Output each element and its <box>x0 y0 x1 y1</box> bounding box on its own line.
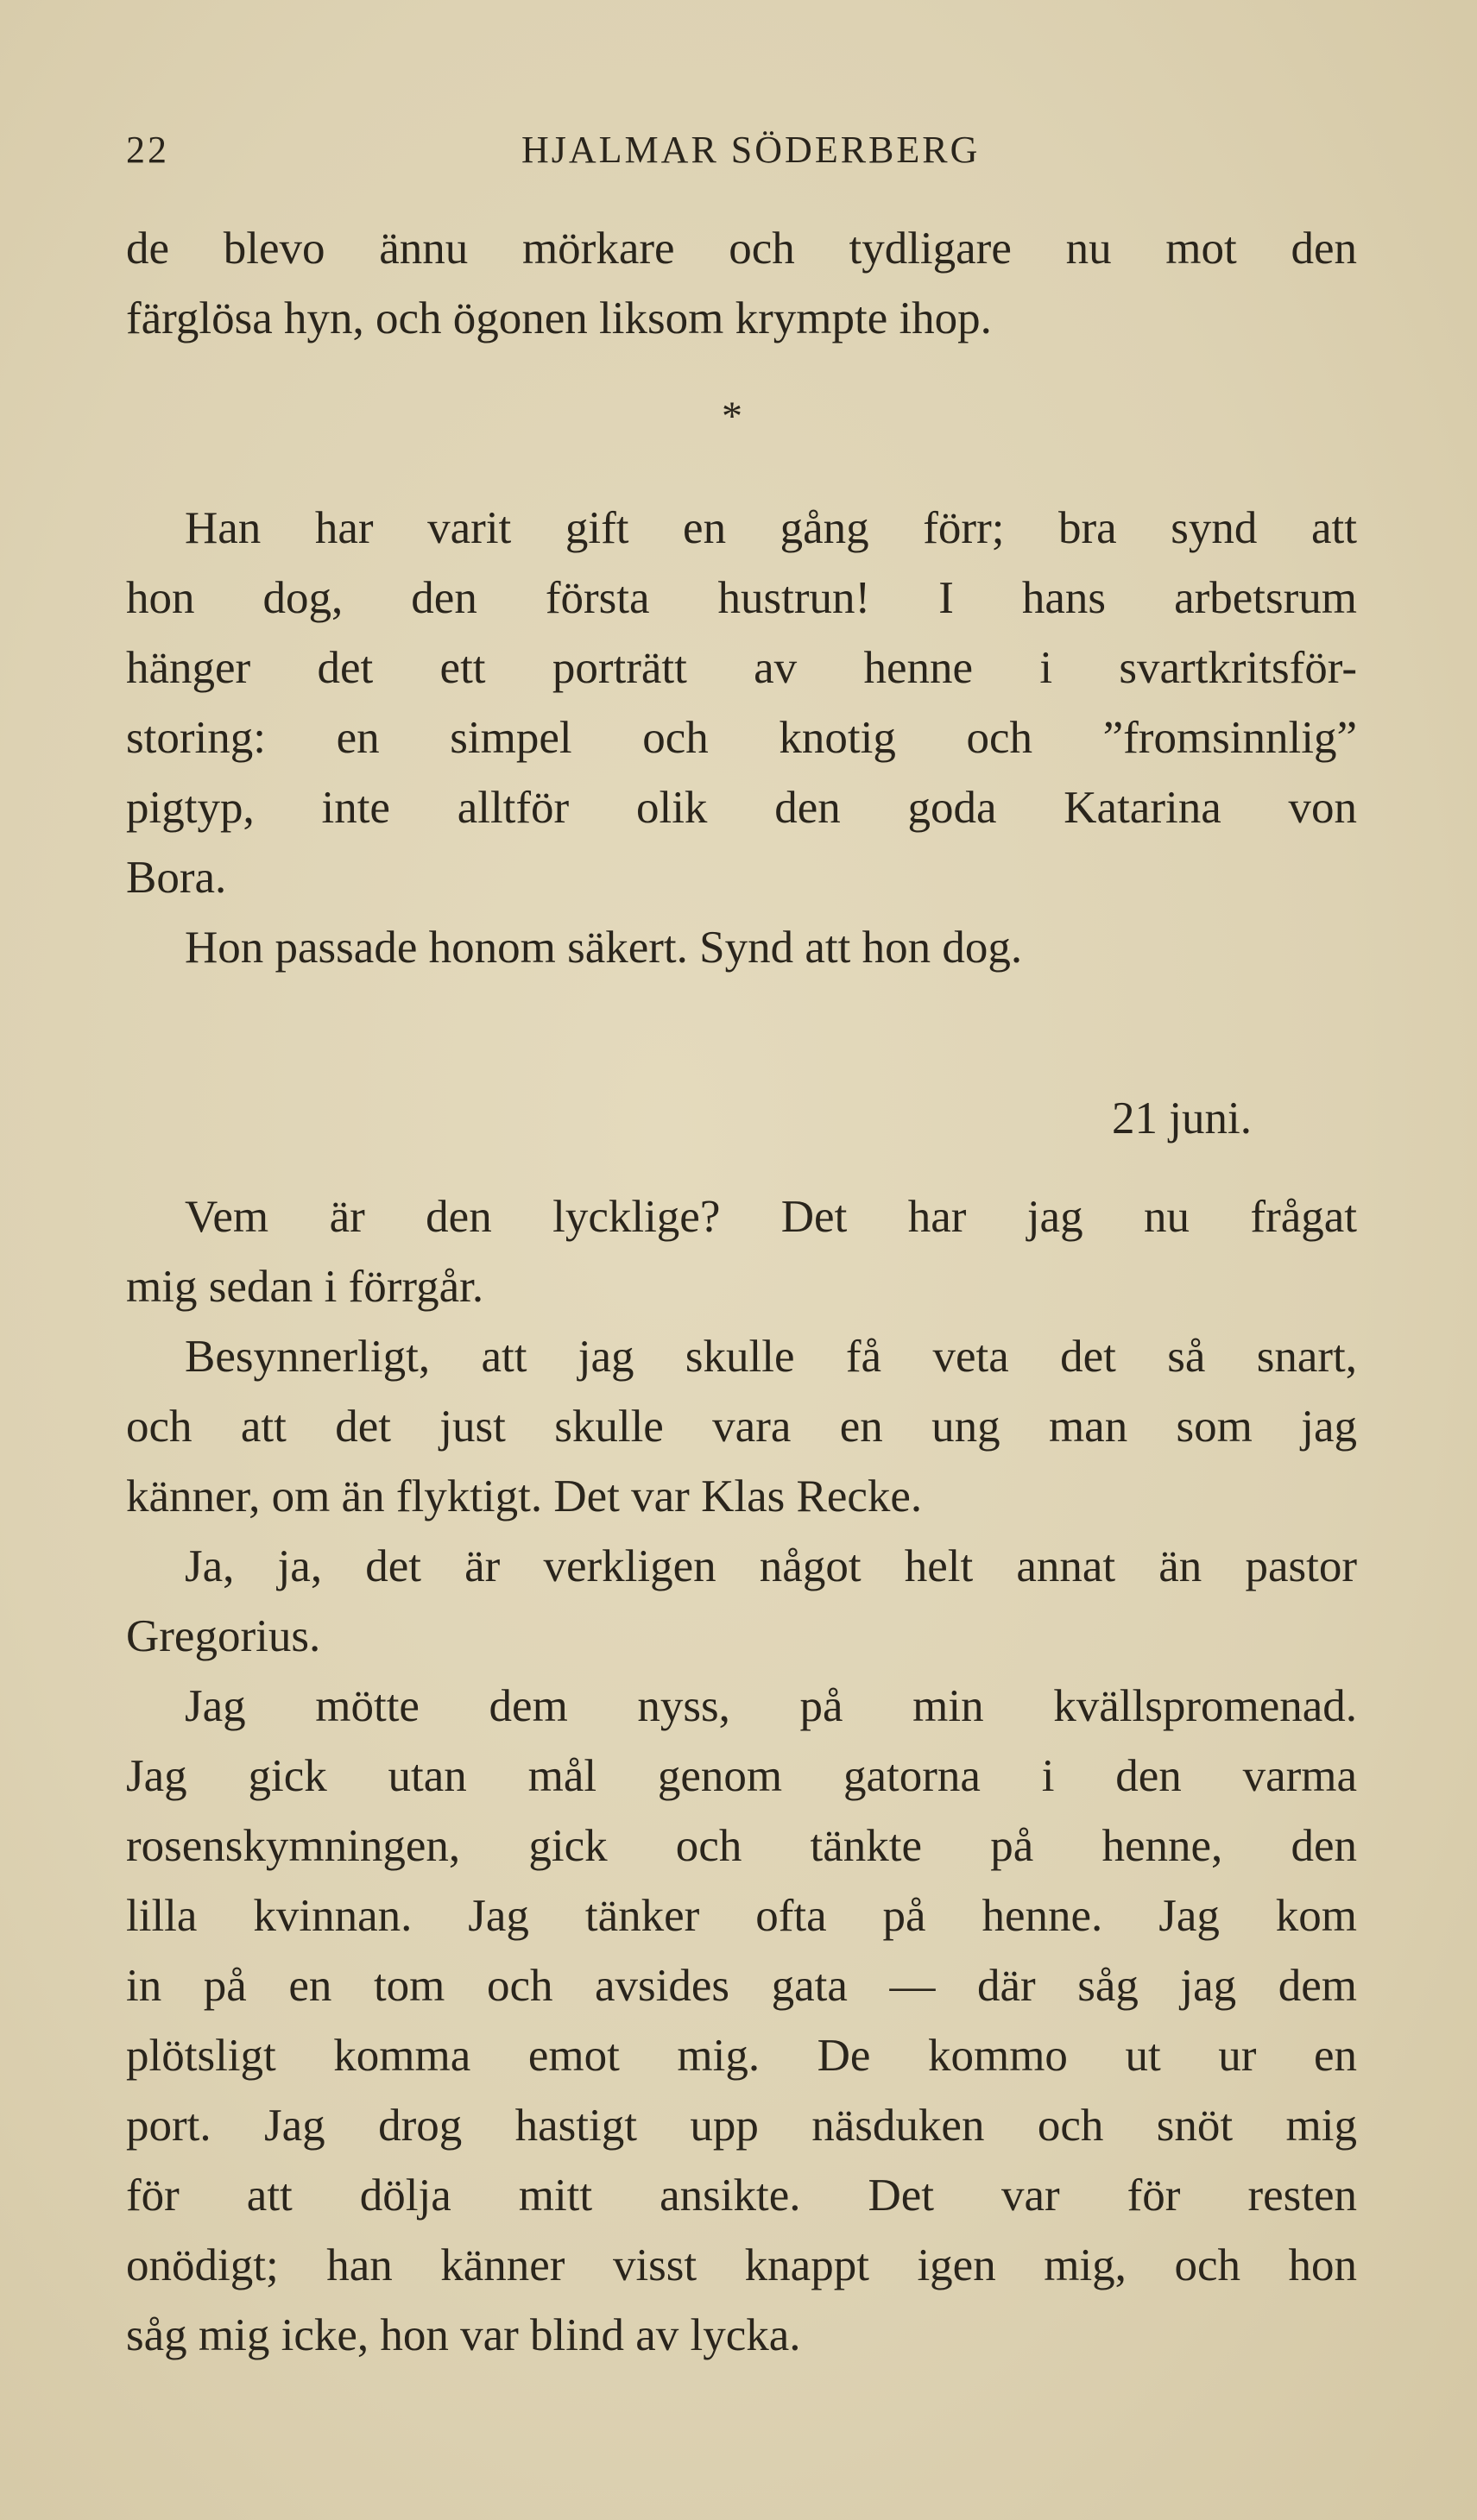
paragraph <box>126 1322 1357 1532</box>
text-line: Jag mötte dem nyss, på min kvällspromenad. <box>185 1681 1357 1731</box>
text-line: de blevo ännu mörkare och tydligare nu mot den <box>126 224 1357 274</box>
text-line: plötsligt komma emot mig. De kommo ut ur en <box>126 2031 1357 2081</box>
text-line: Gregorius. <box>126 1611 321 1661</box>
paragraph <box>126 214 1357 354</box>
text-line: Hon passade honom säkert. Synd att hon dog. <box>185 923 1023 973</box>
paragraph <box>126 1532 1357 1672</box>
text-line: hon dog, den första hustrun! I hans arbetsrum <box>126 573 1357 623</box>
text-line: pigtyp, inte alltför olik den goda Katarina von <box>126 783 1357 833</box>
diary-entry-text <box>126 1182 1357 2371</box>
text-line: port. Jag drog hastigt upp näsduken och snöt mig <box>126 2101 1357 2151</box>
section-separator: * <box>722 394 742 439</box>
running-head-title: HJALMAR SÖDERBERG <box>521 129 981 171</box>
text-line: såg mig icke, hon var blind av lycka. <box>126 2310 801 2360</box>
text-line: Han har varit gift en gång förr; bra synd att <box>185 503 1357 553</box>
text-line: rosenskymningen, gick och tänkte på henne, den <box>126 1821 1357 1871</box>
page-number: 22 <box>126 129 169 171</box>
text-line: Jag gick utan mål genom gatorna i den varma <box>126 1751 1357 1801</box>
section-1-text <box>126 214 1357 354</box>
text-line: färglösa hyn, och ögonen liksom krympte ihop. <box>126 293 992 343</box>
text-line: hänger det ett porträtt av henne i svartkritsför- <box>126 643 1357 693</box>
paragraph <box>126 1182 1357 1322</box>
text-line: Vem är den lycklige? Det har jag nu frågat <box>185 1192 1357 1242</box>
paragraph <box>126 913 1357 983</box>
paragraph <box>126 494 1357 913</box>
paragraph <box>126 1672 1357 2371</box>
text-line: för att dölja mitt ansikte. Det var för resten <box>126 2170 1357 2221</box>
text-line: och att det just skulle vara en ung man som jag <box>126 1402 1357 1452</box>
diary-date-heading: 21 juni. <box>1112 1093 1252 1143</box>
text-line: onödigt; han känner visst knappt igen mig, och hon <box>126 2240 1357 2290</box>
text-line: mig sedan i förrgår. <box>126 1262 484 1312</box>
text-line: känner, om än flyktigt. Det var Klas Recke. <box>126 1471 923 1521</box>
text-line: lilla kvinnan. Jag tänker ofta på henne. Jag kom <box>126 1891 1357 1941</box>
section-2-text <box>126 494 1357 983</box>
text-line: Bora. <box>126 853 227 903</box>
text-line: Besynnerligt, att jag skulle få veta det så snart, <box>185 1332 1357 1382</box>
text-line: storing: en simpel och knotig och ”fromsinnlig” <box>126 713 1357 763</box>
text-line: Ja, ja, det är verkligen något helt annat än pastor <box>185 1541 1357 1591</box>
running-head <box>126 128 1352 176</box>
text-line: in på en tom och avsides gata — där såg jag dem <box>126 1961 1357 2011</box>
